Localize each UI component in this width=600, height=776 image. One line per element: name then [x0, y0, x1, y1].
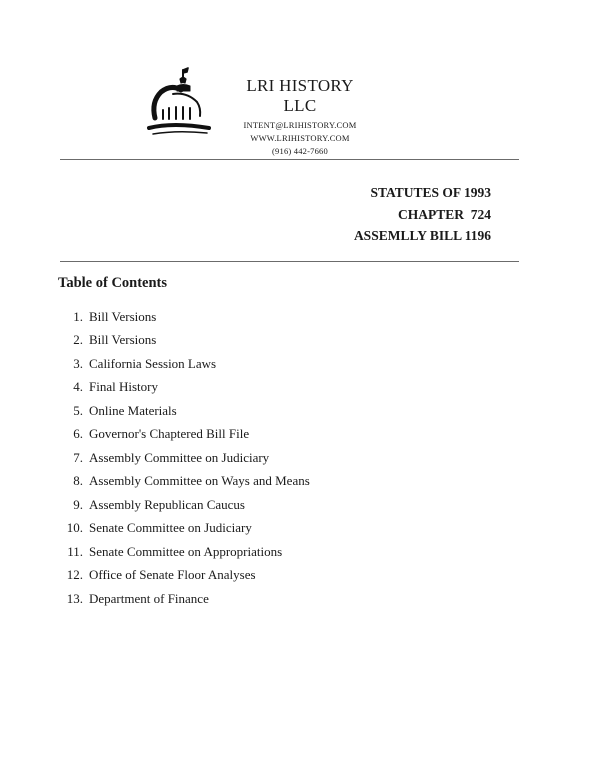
toc-item-label: Governor's Chaptered Bill File [89, 426, 250, 442]
toc-item[interactable] [58, 493, 310, 517]
top-divider [60, 159, 519, 160]
statute-year: STATUTES OF 1993 [370, 185, 491, 200]
toc-item-number: 11. [67, 543, 83, 559]
toc-item-label: California Session Laws [89, 355, 217, 371]
statute-info [354, 182, 491, 247]
toc-item-number: 10. [66, 520, 83, 536]
toc-item-number: 9. [73, 496, 83, 512]
toc-list [58, 305, 310, 611]
toc-item-number: 8. [73, 473, 83, 489]
toc-item-label: Online Materials [89, 402, 177, 418]
toc-item-label: Office of Senate Floor Analyses [89, 567, 256, 583]
toc-item-number: 5. [73, 402, 83, 418]
toc-item[interactable] [58, 587, 310, 611]
toc-item-number: 7. [73, 449, 83, 465]
company-website: WWW.LRIHISTORY.COM [250, 133, 350, 143]
toc-item-number: 12. [66, 567, 83, 583]
toc-item[interactable] [58, 564, 310, 588]
toc-item[interactable] [58, 329, 310, 353]
toc-item-label: Assembly Republican Caucus [89, 496, 245, 512]
toc-item-label: Senate Committee on Appropriations [89, 543, 283, 559]
capitol-dome-icon [143, 64, 215, 142]
toc-item[interactable] [58, 305, 310, 329]
statute-chapter: CHAPTER 724 [397, 206, 491, 222]
toc-item-label: Bill Versions [89, 332, 157, 348]
toc-item[interactable] [58, 423, 310, 447]
toc-item[interactable] [58, 399, 310, 423]
toc-item-label: Senate Committee on Judiciary [89, 520, 252, 536]
toc-item-label: Final History [89, 379, 158, 395]
toc-title: Table of Contents [58, 275, 168, 291]
toc-item[interactable] [58, 446, 310, 470]
toc-item[interactable] [58, 540, 310, 564]
statute-bill: ASSEMLLY BILL 1196 [353, 228, 491, 243]
toc-item-label: Bill Versions [89, 308, 157, 324]
toc-item-label: Assembly Committee on Ways and Means [89, 473, 310, 489]
company-name: LRI HISTORY LLC [246, 76, 354, 115]
toc-item-number: 1. [73, 308, 83, 324]
toc-item-number: 6. [73, 426, 83, 442]
toc-item[interactable] [58, 352, 310, 376]
toc-item[interactable] [58, 376, 310, 400]
company-phone: (916) 442-7660 [272, 146, 328, 156]
toc-item[interactable] [58, 470, 310, 494]
toc-item-number: 2. [73, 332, 83, 348]
toc-item[interactable] [58, 517, 310, 541]
company-email: INTENT@LRIHISTORY.COM [243, 120, 357, 130]
toc-item-number: 4. [73, 379, 83, 395]
toc-item-number: 13. [66, 590, 83, 606]
toc-item-label: Department of Finance [89, 590, 209, 606]
bottom-divider [60, 261, 519, 262]
company-info [230, 76, 370, 158]
toc-item-label: Assembly Committee on Judiciary [89, 449, 270, 465]
toc-item-number: 3. [73, 355, 83, 371]
